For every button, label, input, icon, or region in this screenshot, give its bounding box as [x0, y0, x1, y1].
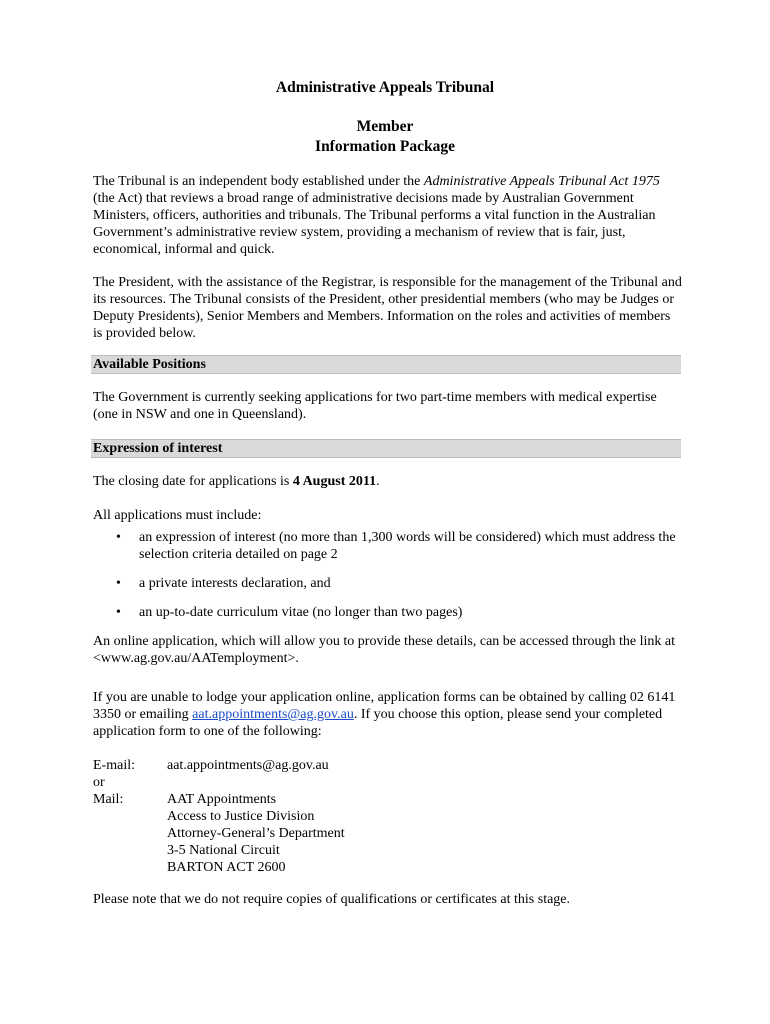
document-title: Administrative Appeals Tribunal — [275, 79, 495, 96]
closing-date-paragraph — [93, 473, 683, 490]
act-name: Administrative Appeals Tribunal Act 1975 — [423, 174, 660, 189]
mail-line: Access to Justice Division — [167, 809, 315, 824]
mail-line: AAT Appointments — [167, 792, 277, 807]
list-item-text: an expression of interest (no more than 1,300 words will be considered) which must address the selection criteria detailed on page 2 — [139, 530, 676, 562]
bullet-icon: • — [116, 530, 121, 545]
closing-period: . — [376, 474, 380, 489]
intro-paragraph-1 — [93, 173, 683, 258]
or-label: or — [93, 775, 105, 790]
bullet-icon: • — [116, 605, 121, 620]
email-link[interactable]: aat.appointments@ag.gov.au — [192, 707, 354, 722]
document-subtitle-member: Member — [356, 118, 414, 135]
closing-note: Please note that we do not require copies of qualifications or certificates at this stage. — [93, 892, 571, 907]
bullet-icon: • — [116, 576, 121, 591]
mail-line: 3-5 National Circuit — [167, 843, 280, 858]
intro-p1-rest: (the Act) that reviews a broad range of administrative decisions made by Australian Government Ministers, officers, authorities and tribunals. The Tribunal performs a vital function in the Australian Government’s administrative review system, providing a mechanism of review that is fair, just, economical, informal and quick. — [93, 191, 656, 257]
closing-date: 4 August 2011 — [292, 474, 377, 489]
offline-text-start: If you are unable to lodge your application online, application forms can be obtained by calling 02 6141 3350 or emailing — [93, 690, 676, 722]
closing-text: The closing date for applications is — [93, 474, 293, 489]
section-heading-expression-of-interest: Expression of interest — [91, 439, 681, 458]
intro-p1-start: The Tribunal is an independent body established under the — [93, 174, 424, 189]
positions-paragraph: The Government is currently seeking applications for two part-time members with medical expertise (one in NSW and one in Queensland). — [93, 390, 657, 422]
mail-line: Attorney-General’s Department — [167, 826, 345, 841]
email-value: aat.appointments@ag.gov.au — [167, 758, 329, 773]
offline-text-rest: . If you choose this option, please send your completed application form to one of the following: — [93, 707, 663, 739]
online-application-paragraph: An online application, which will allow you to provide these details, can be accessed through the link at <www.ag.gov.au/AATemployment>. — [93, 634, 676, 666]
offline-application-paragraph — [93, 689, 683, 740]
list-item-text: an up-to-date curriculum vitae (no longer than two pages) — [139, 605, 463, 620]
email-label: E-mail: — [93, 758, 135, 773]
must-include-label: All applications must include: — [93, 508, 262, 523]
mail-line: BARTON ACT 2600 — [167, 860, 286, 875]
section-heading-available-positions: Available Positions — [91, 355, 681, 374]
list-item-text: a private interests declaration, and — [139, 576, 331, 591]
intro-paragraph-2: The President, with the assistance of the Registrar, is responsible for the management of the Tribunal and its resources. The Tribunal consists of the President, other presidential members (who may be Judges or Deputy Presidents), Senior Members and Members. Information on the roles and activities of members is provided below. — [93, 275, 682, 341]
mail-label: Mail: — [93, 792, 124, 807]
document-subtitle-package: Information Package — [315, 138, 455, 155]
